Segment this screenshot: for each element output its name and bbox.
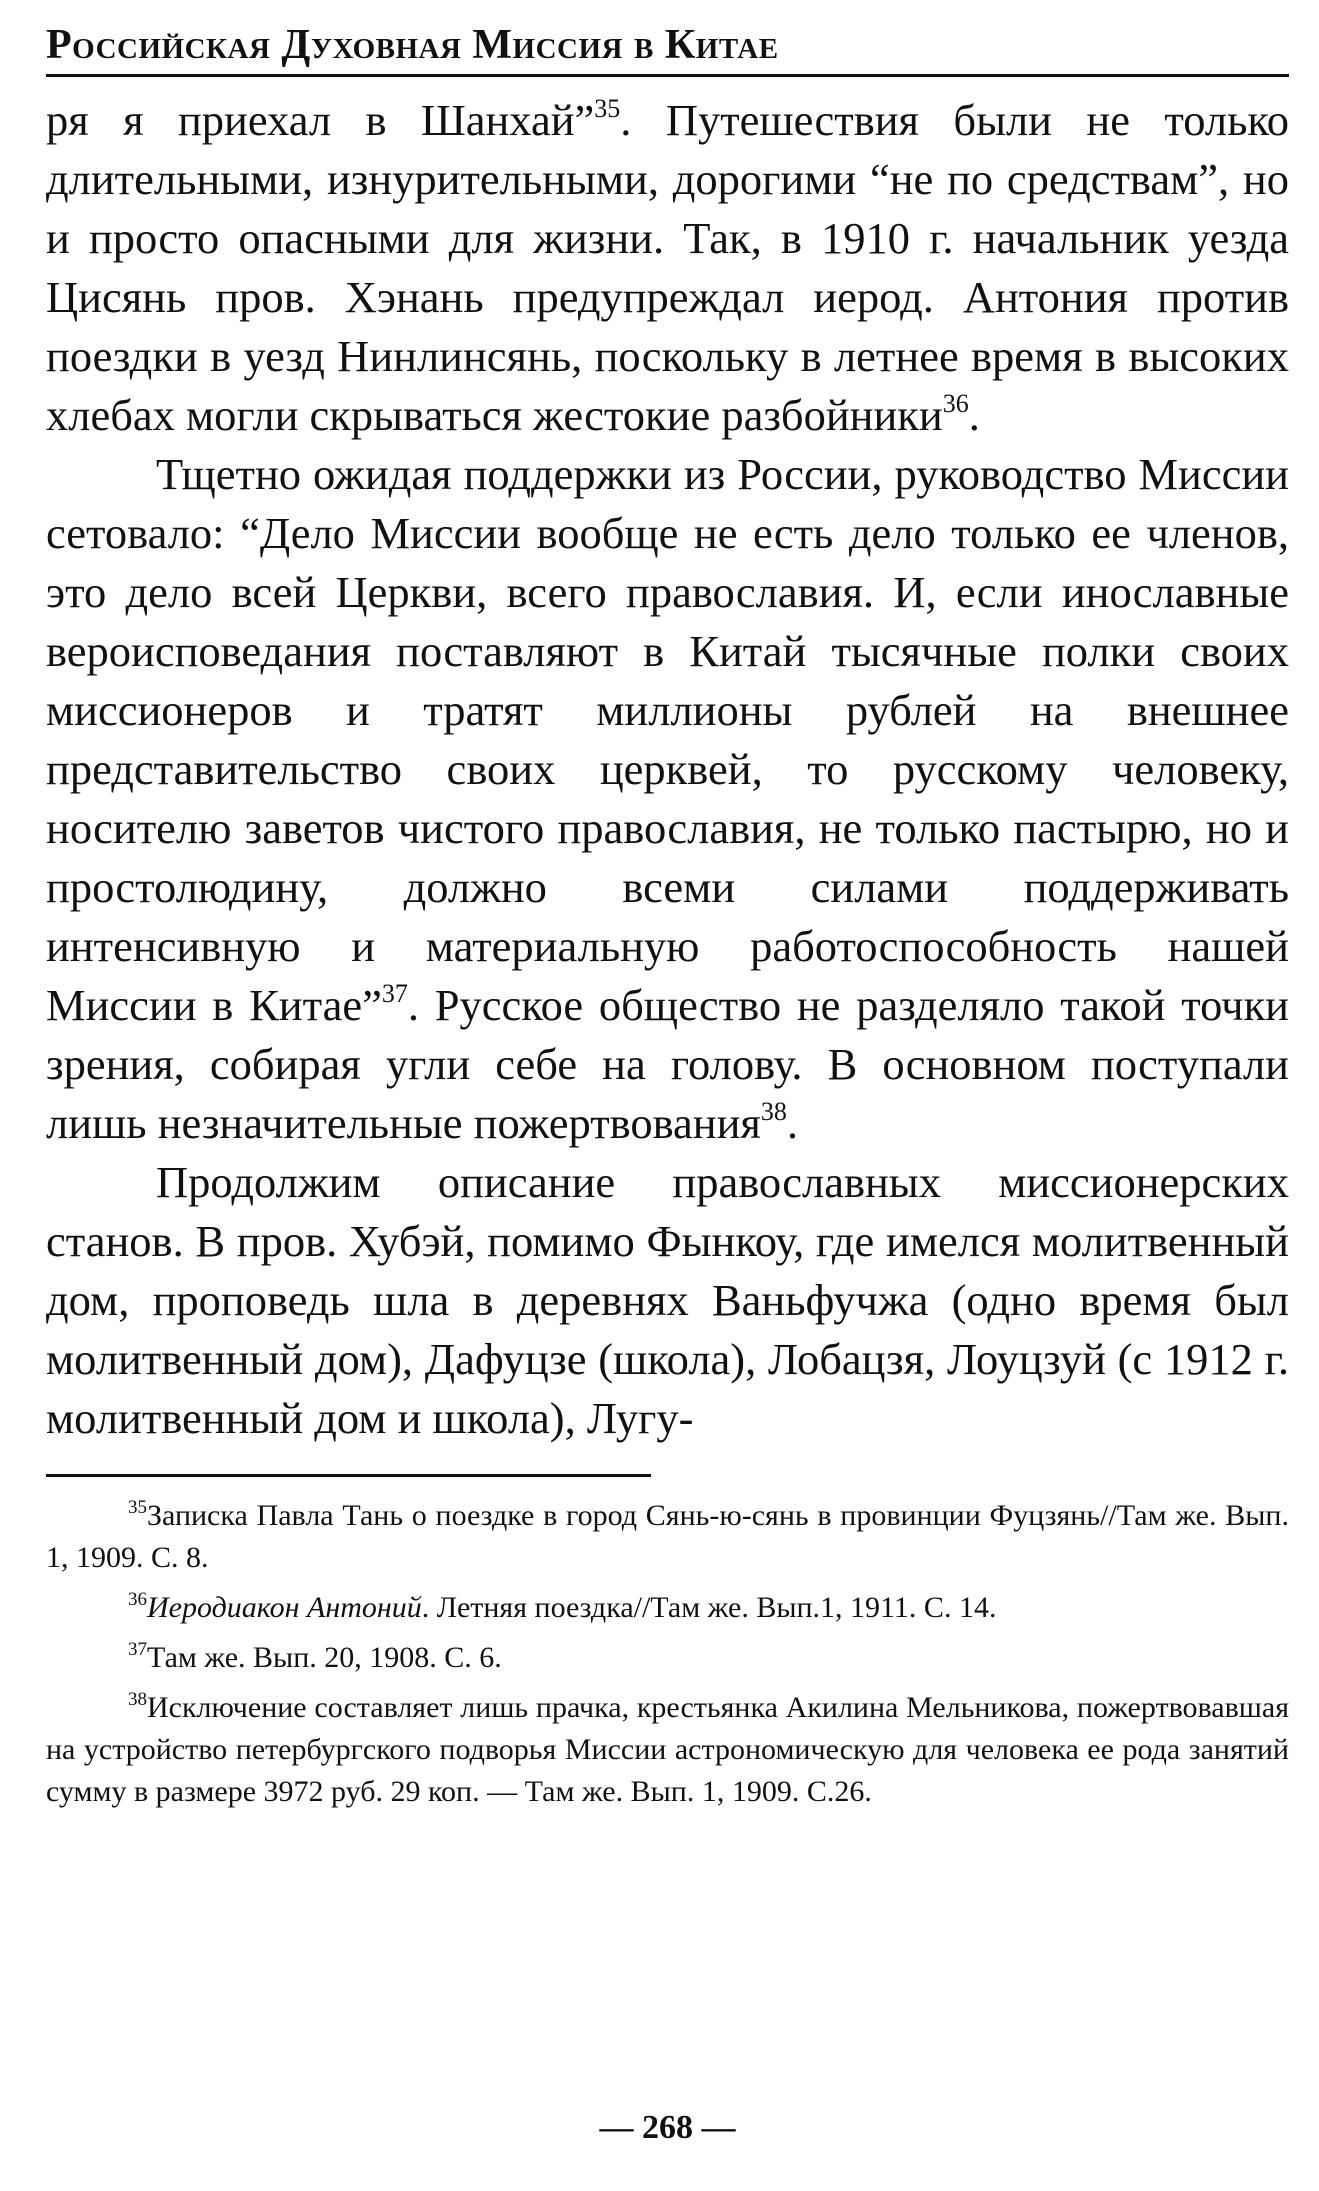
body-text <box>46 91 1289 1448</box>
footnote-ref-38[interactable]: 38 <box>760 1097 787 1126</box>
footnote-ref-35[interactable]: 35 <box>594 94 621 123</box>
paragraph-3 <box>46 1153 1289 1448</box>
paragraph-text: Тщетно ожидая поддержки из России, руководство Миссии сетовало: “Дело Миссии вообще не есть дело только ее членов, это дело всей Церкви, всего православия. И, если инославные вероисповедания поставляют в Китай тысячные полки своих миссионеров и тратят миллионы рублей на внешнее представительство своих церквей, то русскому человеку, носителю заветов чистого православия, не только пастырю, но и простолюдину, должно всеми силами поддерживать интенсивную и материальную работоспособность нашей Миссии в Китае” <box>46 449 1289 1030</box>
footnote-text: . Летняя поездка//Там же. Вып.1, 1911. С. 14. <box>421 1591 997 1624</box>
footnote-text: Там же. Вып. 20, 1908. С. 6. <box>147 1641 502 1674</box>
footnote-38 <box>46 1687 1289 1813</box>
page-number: — 268 — <box>599 2109 736 2146</box>
footnote-marker: 36 <box>128 1589 147 1610</box>
footnote-ref-36[interactable]: 36 <box>942 389 969 418</box>
paragraph-text: ря я приехал в Шанхай” <box>46 95 595 145</box>
paragraph-text: Продолжим описание православных миссионерских станов. В пров. Хубэй, помимо Фынкоу, где имелся молитвенный дом, проповедь шла в деревнях Ваньфучжа (одно время был молитвенный дом), Дафуцзе (школа), Лобацзя, Лоуцзуй (с 1912 г. молитвенный дом и школа), Лугу- <box>46 1157 1289 1443</box>
footnote-35 <box>46 1495 1289 1579</box>
running-head: Российская Духовная Миссия в Китае <box>46 22 779 68</box>
footnote-37 <box>46 1637 1289 1679</box>
header-rule <box>46 74 1289 77</box>
footnote-marker: 35 <box>128 1497 147 1518</box>
paragraph-text: . Путешествия были не только длительными, изнурительными, дорогими “не по средствам”, но и просто опасными для жизни. Так, в 1910 г. начальник уезда Цисянь пров. Хэнань предупреждал иерод. Антония против поездки в уезд Нинлинсянь, поскольку в летнее время в высоких хлебах могли скрываться жестокие разбойники <box>46 95 1289 440</box>
footnote-36 <box>46 1587 1289 1629</box>
footnote-marker: 37 <box>128 1639 147 1660</box>
paragraph-text: . <box>968 390 980 440</box>
footnote-rule <box>46 1474 651 1477</box>
footnotes <box>46 1495 1289 1813</box>
book-page <box>46 18 1289 2168</box>
paragraph-2 <box>46 445 1289 1153</box>
footnote-text: Записка Павла Тань о поездке в город Сянь-ю-сянь в провинции Фуцзянь//Там же. Вып. 1, 1909. С. 8. <box>46 1499 1289 1574</box>
footnote-author: Иеродиакон Антоний <box>147 1591 422 1624</box>
paragraph-text: . Русское общество не разделяло такой точки зрения, собирая угли себе на голову. В основном поступали лишь незначительные пожертвования <box>46 980 1289 1148</box>
paragraph-text: . <box>786 1098 798 1148</box>
paragraph-1 <box>46 91 1289 445</box>
footnote-ref-37[interactable]: 37 <box>381 979 408 1008</box>
footnote-marker: 38 <box>128 1689 147 1710</box>
footnote-text: Исключение составляет лишь прачка, крестьянка Акилина Мельникова, пожертвовавшая на устройство петербургского подворья Миссии астрономическую для человека ее рода занятий сумму в размере 3972 руб. 29 коп. — Там же. Вып. 1, 1909. С.26. <box>46 1691 1289 1808</box>
